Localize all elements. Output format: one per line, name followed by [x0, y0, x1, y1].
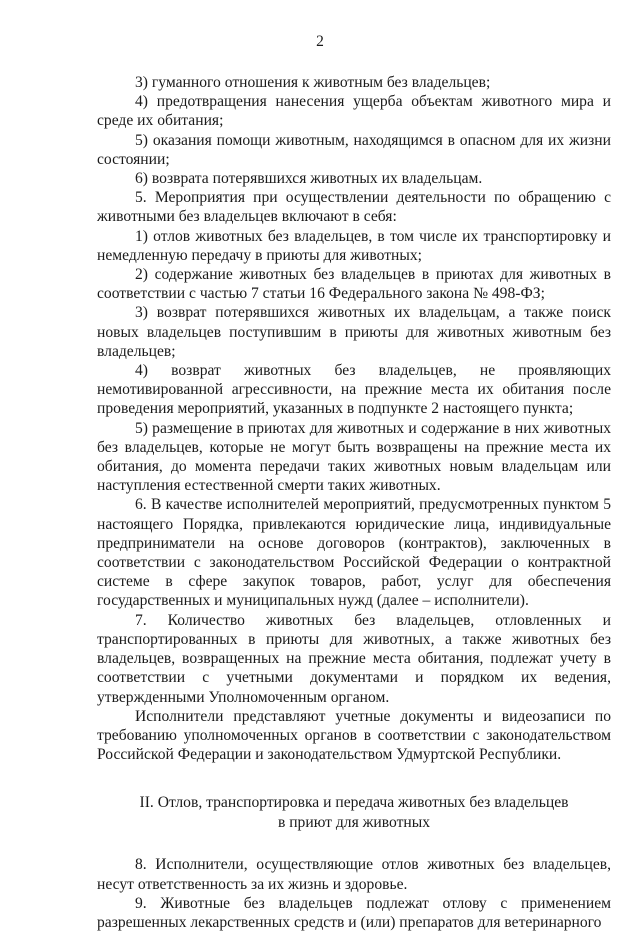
paragraph-6-return-to-owners: 6) возврата потерявшихся животных их владельцам.	[135, 170, 483, 188]
paragraph-5-assistance: 5) оказания помощи животным, находящимся в опасном для их жизни состоянии;	[97, 131, 611, 168]
subclause-3-return-search: 3) возврат потерявшихся животных их владельцам, а также поиск новых владельцев поступившим в приюты для животных животным без владельцев;	[97, 304, 611, 360]
clause-7-accounting: 7. Количество животных без владельцев, отловленных и транспортированных в приюты для животных, а также животных без владельцев, возвращенных на прежние места обитания, подлежат учету в соответствии с учетными документами и порядком их ведения, утвержденными Уполномоченным органом.	[97, 611, 611, 706]
clause-6-executors: 6. В качестве исполнителей мероприятий, предусмотренных пунктом 5 настоящего Порядка, привлекаются юридические лица, индивидуальные предприниматели на основе договоров (контрактов), заключенных в соответствии с законодательством Российской Федерации о контрактной системе в сфере закупок товаров, работ, услуг для обеспечения государственных и муниципальных нужд (далее – исполнители).	[97, 496, 611, 610]
subclause-2-keeping: 2) содержание животных без владельцев в приютах для животных в соответствии с частью 7 статьи 16 Федерального закона № 498-ФЗ;	[97, 266, 611, 303]
paragraph-3-humane-treatment: 3) гуманного отношения к животным без владельцев;	[135, 74, 491, 91]
subclause-4-return-habitat: 4) возврат животных без владельцев, не проявляющих немотивированной агрессивности, на прежние места их обитания после проведения мероприятий, указанных в подпункте 2 настоящего пункта;	[97, 362, 611, 418]
document-body	[97, 73, 611, 932]
subclause-5-placement: 5) размещение в приютах для животных и содержание в них животных без владельцев, которые не могут быть возвращены на прежние места их обитания, до момента передачи таких животных новым владельцам или наступления естественной смерти таких животных.	[97, 419, 611, 495]
clause-9-capture-methods: 9. Животные без владельцев подлежат отлову с применением разрешенных лекарственных средств и (или) препаратов для ветеринарного	[97, 894, 611, 931]
subclause-1-capture: 1) отлов животных без владельцев, в том числе их транспортировку и немедленную передачу в приюты для животных;	[97, 227, 611, 264]
clause-5-measures: 5. Мероприятия при осуществлении деятельности по обращению с животными без владельцев включают в себя:	[97, 189, 611, 226]
section-heading-line-1: II. Отлов, транспортировка и передача животных без владельцев	[139, 794, 569, 812]
executors-documents-paragraph: Исполнители представляют учетные документы и видеозаписи по требованию уполномоченных органов в соответствии с законодательством Российской Федерации и законодательством Удмуртской Республики.	[97, 707, 611, 764]
paragraph-4-damage-prevention: 4) предотвращения нанесения ущерба объектам животного мира и среде их обитания;	[97, 93, 611, 130]
section-heading	[97, 793, 611, 833]
clause-8-responsibility: 8. Исполнители, осуществляющие отлов животных без владельцев, несут ответственность за их жизнь и здоровье.	[97, 856, 611, 893]
section-heading-line-2: в приют для животных	[277, 814, 431, 832]
page-number: 2	[316, 33, 324, 50]
